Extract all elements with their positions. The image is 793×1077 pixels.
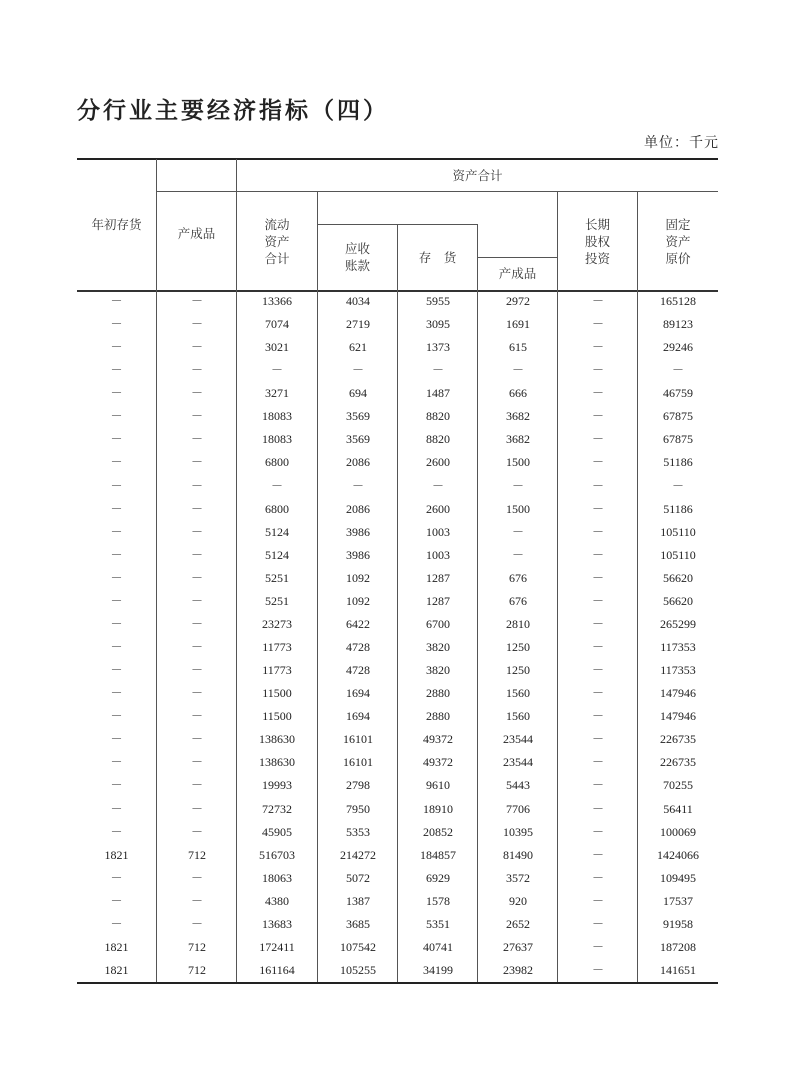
table-cell: －: [110, 455, 123, 470]
table-cell: －: [270, 363, 283, 378]
table-cell: 11500: [262, 709, 292, 724]
table-cell: －: [190, 663, 203, 678]
table-cell: 3682: [506, 409, 530, 424]
table-cell: 5955: [426, 294, 450, 308]
table-cell: －: [190, 340, 203, 355]
table-cell: 2086: [346, 501, 370, 516]
table-cell: －: [110, 340, 123, 355]
table-cell: －: [110, 755, 123, 770]
table-cell: 1560: [506, 686, 530, 701]
table-cell: －: [591, 409, 604, 424]
table-cell: 165128: [660, 294, 696, 308]
page-title: 分行业主要经济指标（四）: [77, 98, 389, 124]
table-cell: 4034: [346, 294, 370, 308]
table-row: [77, 867, 718, 890]
table-cell: －: [110, 824, 123, 839]
table-row: [77, 405, 718, 428]
group-header-rule: [157, 191, 718, 192]
header-inventory-finished-goods: 产成品: [498, 266, 537, 281]
table-cell: 7074: [265, 317, 289, 332]
table-row: [77, 336, 718, 359]
table-cell: 6422: [346, 616, 370, 631]
table-row: [77, 475, 718, 498]
table-row: [77, 705, 718, 728]
table-cell: －: [110, 432, 123, 447]
table-cell: －: [110, 524, 123, 539]
table-cell: 17537: [663, 893, 693, 908]
table-cell: －: [190, 317, 203, 332]
table-cell: －: [591, 870, 604, 885]
table-cell: 4728: [346, 663, 370, 678]
table-cell: 1003: [426, 547, 450, 562]
table-cell: 45905: [262, 824, 292, 839]
table-cell: 49372: [423, 755, 453, 770]
table-cell: 4728: [346, 640, 370, 655]
table-cell: 3569: [346, 432, 370, 447]
table-cell: 6800: [265, 455, 289, 470]
table-cell: 51186: [663, 501, 693, 516]
table-cell: 3095: [426, 317, 450, 332]
table-cell: －: [431, 478, 444, 493]
table-cell: 23982: [503, 963, 533, 978]
table-cell: 11773: [262, 663, 292, 678]
table-cell: 138630: [259, 732, 295, 747]
table-cell: 138630: [259, 755, 295, 770]
table-cell: －: [190, 870, 203, 885]
table-cell: 16101: [343, 755, 373, 770]
table-cell: 13683: [262, 916, 292, 931]
unit-label: 单位：千元: [644, 135, 719, 151]
table-cell: －: [591, 455, 604, 470]
table-cell: －: [591, 732, 604, 747]
table-cell: －: [591, 524, 604, 539]
table-cell: 46759: [663, 386, 693, 401]
table-row: [77, 959, 718, 982]
table-cell: －: [190, 363, 203, 378]
table-cell: －: [591, 778, 604, 793]
table-cell: －: [591, 340, 604, 355]
table-cell: 184857: [420, 847, 456, 862]
table-cell: 5124: [265, 547, 289, 562]
table-cell: 2880: [426, 709, 450, 724]
table-cell: 1092: [346, 570, 370, 585]
table-cell: －: [190, 755, 203, 770]
table-cell: －: [431, 363, 444, 378]
table-cell: －: [190, 432, 203, 447]
table-top-rule: [77, 158, 718, 160]
table-cell: 10395: [503, 824, 533, 839]
table-row: [77, 774, 718, 797]
table-cell: －: [591, 616, 604, 631]
table-cell: －: [591, 363, 604, 378]
table-row: [77, 751, 718, 774]
table-cell: 3820: [426, 663, 450, 678]
table-cell: 141651: [660, 963, 696, 978]
table-cell: －: [591, 893, 604, 908]
table-row: [77, 913, 718, 936]
table-cell: 16101: [343, 732, 373, 747]
header-opening-inventory: 年初存货: [91, 217, 142, 232]
table-cell: 712: [188, 963, 206, 978]
table-row: [77, 798, 718, 821]
table-cell: 2798: [346, 778, 370, 793]
table-cell: 6700: [426, 616, 450, 631]
table-row: [77, 659, 718, 682]
table-cell: 56620: [663, 570, 693, 585]
table-cell: 107542: [340, 939, 376, 954]
table-cell: 34199: [423, 963, 453, 978]
table-cell: 147946: [660, 686, 696, 701]
table-cell: －: [671, 363, 684, 378]
table-cell: －: [110, 732, 123, 747]
table-cell: 81490: [503, 847, 533, 862]
table-cell: 172411: [259, 939, 295, 954]
table-cell: 5351: [426, 916, 450, 931]
table-row: [77, 451, 718, 474]
table-cell: 6800: [265, 501, 289, 516]
table-cell: 1287: [426, 570, 450, 585]
table-cell: 161164: [259, 963, 295, 978]
table-cell: 621: [349, 340, 367, 355]
table-cell: －: [110, 409, 123, 424]
table-cell: －: [591, 686, 604, 701]
subcolumn-rule: [478, 257, 558, 258]
table-cell: －: [190, 386, 203, 401]
table-cell: －: [591, 432, 604, 447]
table-cell: 27637: [503, 939, 533, 954]
table-cell: －: [671, 478, 684, 493]
table-cell: －: [591, 317, 604, 332]
table-cell: －: [110, 294, 123, 308]
table-cell: －: [511, 478, 524, 493]
table-cell: －: [190, 593, 203, 608]
table-cell: －: [110, 686, 123, 701]
table-cell: 40741: [423, 939, 453, 954]
table-cell: －: [110, 640, 123, 655]
table-cell: 19993: [262, 778, 292, 793]
table-row: [77, 567, 718, 590]
table-cell: 67875: [663, 409, 693, 424]
table-row: [77, 428, 718, 451]
table-cell: 2600: [426, 455, 450, 470]
table-cell: －: [110, 317, 123, 332]
table-cell: 712: [188, 939, 206, 954]
table-row: [77, 359, 718, 382]
table-cell: 7706: [506, 801, 530, 816]
table-cell: －: [110, 663, 123, 678]
table-cell: 712: [188, 847, 206, 862]
header-finished-goods: 产成品: [177, 226, 216, 241]
table-cell: 56411: [663, 801, 693, 816]
table-cell: －: [110, 478, 123, 493]
table-cell: －: [591, 663, 604, 678]
table-cell: 1694: [346, 709, 370, 724]
table-cell: 2600: [426, 501, 450, 516]
table-cell: －: [110, 386, 123, 401]
table-cell: 3986: [346, 524, 370, 539]
table-cell: 3572: [506, 870, 530, 885]
header-receivables: 应收 账款: [344, 241, 370, 273]
table-cell: 1500: [506, 455, 530, 470]
table-cell: 1287: [426, 593, 450, 608]
table-cell: －: [190, 524, 203, 539]
table-cell: 13366: [262, 294, 292, 308]
table-cell: 8820: [426, 409, 450, 424]
header-fixed-assets-cost: 固定 资产 原价: [665, 217, 691, 266]
table-cell: 117353: [660, 663, 696, 678]
table-cell: 18063: [262, 870, 292, 885]
table-cell: 3271: [265, 386, 289, 401]
table-cell: 1691: [506, 317, 530, 332]
table-cell: 187208: [660, 939, 696, 954]
table-cell: －: [190, 616, 203, 631]
table-cell: 1821: [104, 963, 129, 978]
table-cell: －: [591, 709, 604, 724]
table-cell: －: [110, 570, 123, 585]
table-cell: －: [511, 547, 524, 562]
table-row: [77, 544, 718, 567]
table-cell: 920: [509, 893, 527, 908]
table-cell: 18910: [423, 801, 453, 816]
table-cell: 694: [349, 386, 367, 401]
table-cell: －: [110, 547, 123, 562]
table-row: [77, 636, 718, 659]
table-cell: －: [190, 640, 203, 655]
table-cell: 5251: [265, 593, 289, 608]
header-inventory: 存 货: [418, 250, 457, 265]
table-cell: －: [110, 870, 123, 885]
table-cell: －: [110, 501, 123, 516]
table-cell: 1578: [426, 893, 450, 908]
table-cell: 2086: [346, 455, 370, 470]
table-cell: 516703: [259, 847, 295, 862]
table-cell: 2810: [506, 616, 530, 631]
table-cell: 4380: [265, 893, 289, 908]
table-cell: 49372: [423, 732, 453, 747]
table-cell: －: [190, 294, 203, 308]
table-cell: －: [190, 409, 203, 424]
table-cell: 51186: [663, 455, 693, 470]
table-cell: 226735: [660, 732, 696, 747]
table-cell: 5353: [346, 824, 370, 839]
table-cell: －: [190, 570, 203, 585]
table-cell: －: [190, 478, 203, 493]
table-cell: －: [190, 501, 203, 516]
table-cell: 18083: [262, 432, 292, 447]
table-cell: －: [190, 824, 203, 839]
table-cell: 89123: [663, 317, 693, 332]
table-cell: 615: [509, 340, 527, 355]
table-cell: －: [190, 686, 203, 701]
table-cell: －: [110, 616, 123, 631]
table-cell: 29246: [663, 340, 693, 355]
table-cell: －: [351, 363, 364, 378]
table-cell: －: [591, 939, 604, 954]
table-cell: 3820: [426, 640, 450, 655]
table-cell: 18083: [262, 409, 292, 424]
table-cell: 666: [509, 386, 527, 401]
table-cell: －: [110, 363, 123, 378]
table-cell: －: [190, 916, 203, 931]
table-cell: 1821: [104, 939, 129, 954]
table-cell: －: [591, 640, 604, 655]
table-row: [77, 821, 718, 844]
table-cell: 105110: [660, 547, 696, 562]
table-cell: －: [591, 847, 604, 862]
table-cell: －: [591, 801, 604, 816]
table-cell: 214272: [340, 847, 376, 862]
table-cell: 1373: [426, 340, 450, 355]
table-cell: 70255: [663, 778, 693, 793]
table-row: [77, 498, 718, 521]
table-cell: 3986: [346, 547, 370, 562]
table-cell: 2719: [346, 317, 370, 332]
table-cell: －: [270, 478, 283, 493]
table-cell: －: [591, 824, 604, 839]
table-cell: 7950: [346, 801, 370, 816]
table-cell: 5443: [506, 778, 530, 793]
table-cell: 91958: [663, 916, 693, 931]
table-cell: 9610: [426, 778, 450, 793]
table-cell: 1560: [506, 709, 530, 724]
table-cell: －: [190, 547, 203, 562]
table-row: [77, 290, 718, 313]
table-cell: 1694: [346, 686, 370, 701]
table-cell: －: [591, 916, 604, 931]
table-cell: －: [190, 893, 203, 908]
table-row: [77, 728, 718, 751]
table-cell: －: [591, 294, 604, 308]
table-cell: －: [591, 386, 604, 401]
table-cell: 100069: [660, 824, 696, 839]
table-cell: 1387: [346, 893, 370, 908]
table-cell: 1003: [426, 524, 450, 539]
table-cell: 3569: [346, 409, 370, 424]
table-row: [77, 613, 718, 636]
table-cell: 676: [509, 570, 527, 585]
table-cell: －: [591, 593, 604, 608]
table-cell: －: [591, 570, 604, 585]
table-cell: 5251: [265, 570, 289, 585]
table-row: [77, 890, 718, 913]
table-cell: 265299: [660, 616, 696, 631]
table-cell: 117353: [660, 640, 696, 655]
table-row: [77, 844, 718, 867]
table-cell: 5072: [346, 870, 370, 885]
table-row: [77, 382, 718, 405]
table-cell: 1487: [426, 386, 450, 401]
table-cell: 147946: [660, 709, 696, 724]
table-cell: 5124: [265, 524, 289, 539]
table-cell: －: [591, 963, 604, 978]
table-cell: －: [511, 363, 524, 378]
table-cell: 20852: [423, 824, 453, 839]
table-cell: 2652: [506, 916, 530, 931]
table-cell: 1250: [506, 663, 530, 678]
table-cell: 11500: [262, 686, 292, 701]
table-cell: －: [110, 709, 123, 724]
table-row: [77, 313, 718, 336]
header-long-term-equity: 长期 股权 投资: [584, 217, 610, 266]
table-cell: 23544: [503, 732, 533, 747]
table-cell: 3682: [506, 432, 530, 447]
table-cell: 8820: [426, 432, 450, 447]
table-cell: 1821: [104, 847, 129, 862]
table-cell: －: [110, 916, 123, 931]
table-cell: 1424066: [657, 847, 699, 862]
table-cell: 1092: [346, 593, 370, 608]
table-cell: 67875: [663, 432, 693, 447]
table-cell: 226735: [660, 755, 696, 770]
table-cell: －: [190, 455, 203, 470]
table-row: [77, 521, 718, 544]
table-cell: 1250: [506, 640, 530, 655]
table-cell: －: [591, 755, 604, 770]
table-row: [77, 936, 718, 959]
table-cell: 6929: [426, 870, 450, 885]
table-cell: 2972: [506, 294, 530, 308]
table-cell: 109495: [660, 870, 696, 885]
table-cell: 56620: [663, 593, 693, 608]
table-cell: －: [511, 524, 524, 539]
table-cell: 2880: [426, 686, 450, 701]
table-cell: －: [110, 801, 123, 816]
header-total-assets: 资产合计: [452, 168, 503, 183]
table-cell: 11773: [262, 640, 292, 655]
table-cell: －: [110, 893, 123, 908]
table-cell: 23544: [503, 755, 533, 770]
table-cell: 105255: [340, 963, 376, 978]
table-row: [77, 682, 718, 705]
table-cell: 3685: [346, 916, 370, 931]
table-cell: 676: [509, 593, 527, 608]
header-current-assets: 流动 资产 合计: [264, 217, 290, 266]
table-bottom-rule: [77, 982, 718, 984]
table-cell: －: [110, 778, 123, 793]
table-cell: －: [351, 478, 364, 493]
table-cell: －: [190, 801, 203, 816]
table-row: [77, 590, 718, 613]
table-cell: －: [591, 501, 604, 516]
table-cell: －: [591, 478, 604, 493]
table-cell: －: [110, 593, 123, 608]
table-cell: 3021: [265, 340, 289, 355]
table-cell: 23273: [262, 616, 292, 631]
table-cell: 72732: [262, 801, 292, 816]
table-cell: －: [190, 778, 203, 793]
table-cell: －: [190, 732, 203, 747]
table-cell: 1500: [506, 501, 530, 516]
table-cell: 105110: [660, 524, 696, 539]
table-cell: －: [591, 547, 604, 562]
table-cell: －: [190, 709, 203, 724]
